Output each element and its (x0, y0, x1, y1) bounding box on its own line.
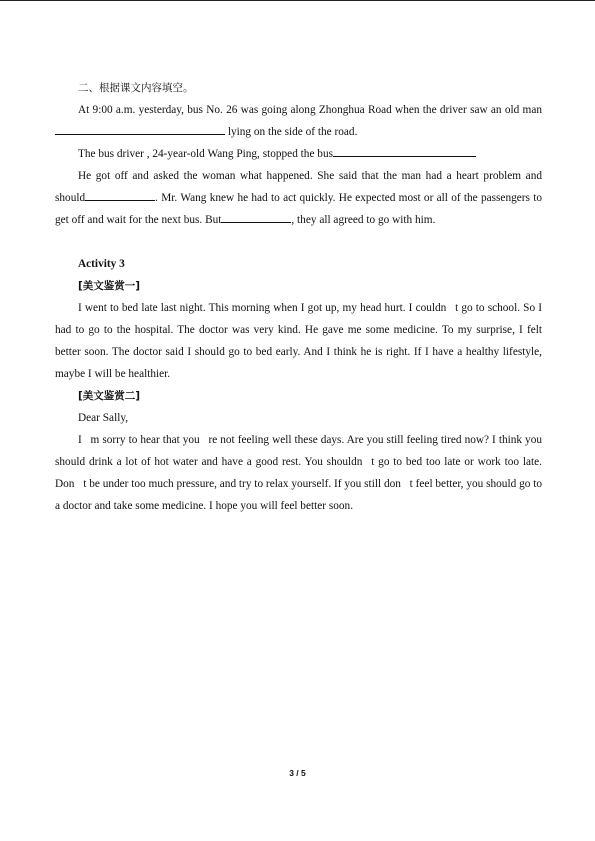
answer-blank-4[interactable] (221, 210, 291, 223)
fill-text-1b: lying on the side of the road. (227, 126, 358, 138)
activity-title: Activity 3 (78, 258, 125, 270)
answer-blank-2[interactable] (333, 144, 476, 157)
letter-body: I m sorry to hear that you re not feeling well these days. Are you still feeling tired now? I think you should drink a lot of hot water and have a good rest. You shouldn t go to bed too late or work too late. Don t be under too much pressure, and try to relax yourself. If you still don t feel better, you should go to a doctor and take some medicine. I hope you will feel better soon. (55, 434, 542, 512)
answer-blank-3[interactable] (85, 188, 155, 201)
page-content (55, 77, 542, 517)
fill-text-3a: He got off and asked the woman what happened. She said that the man had a heart problem and should (55, 170, 542, 204)
article-label-1: [美文鉴赏一] (78, 280, 141, 292)
top-rule (0, 0, 595, 1)
section-heading: 二、根据课文内容填空。 (78, 82, 194, 94)
answer-blank-1[interactable] (55, 122, 225, 135)
fill-paragraph-1 (55, 99, 542, 143)
article-paragraph-1: I went to bed late last night. This morning when I got up, my head hurt. I couldn t go to school. So I had to go to the hospital. The doctor was very kind. He gave me some medicine. To my surprise, I felt better soon. The doctor said I should go to bed early. And I think he is right. If I have a healthy lifestyle, maybe I will be healthier. (55, 302, 542, 380)
fill-text-1a: At 9:00 a.m. yesterday, bus No. 26 was going along Zhonghua Road when the driver saw an old man (78, 104, 542, 116)
page-number: 3 / 5 (289, 768, 306, 778)
section-spacer (55, 231, 542, 253)
fill-paragraph-2 (55, 143, 542, 165)
fill-text-3c: , they all agreed to go with him. (291, 214, 436, 226)
fill-text-3b: . Mr. Wang knew he had to act quickly. He expected most or all of the passengers to get off and wait for the next bus. But (55, 192, 542, 226)
letter-salutation: Dear Sally, (78, 412, 129, 424)
fill-text-2a: The bus driver , 24-year-old Wang Ping, stopped the bus (78, 148, 333, 160)
article-label-2: [美文鉴赏二] (78, 390, 141, 402)
fill-paragraph-3 (55, 165, 542, 231)
